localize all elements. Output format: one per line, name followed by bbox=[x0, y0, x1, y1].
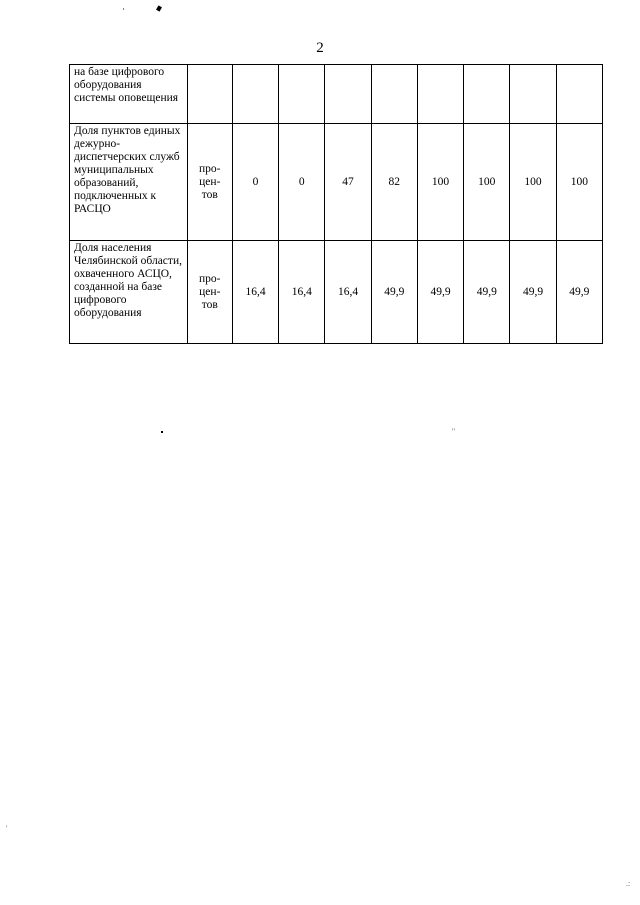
scan-dot bbox=[161, 431, 163, 433]
value-cell: 100 bbox=[417, 124, 463, 241]
table-row bbox=[70, 124, 603, 241]
scan-speck bbox=[156, 5, 162, 11]
indicator-name-cell: Доля пунктов единых дежурно-диспетчерских служб муниципальных образований, подключенных к РАСЦО bbox=[70, 124, 188, 241]
unit-cell bbox=[187, 65, 232, 124]
scan-mark: '' bbox=[452, 427, 455, 436]
scan-dot bbox=[123, 8, 124, 10]
value-cell: 47 bbox=[325, 124, 371, 241]
page-number: 2 bbox=[316, 40, 324, 56]
value-cell: 49,9 bbox=[556, 241, 602, 344]
value-cell bbox=[510, 65, 556, 124]
scan-mark: .: bbox=[626, 879, 631, 888]
value-cell bbox=[464, 65, 510, 124]
value-cell: 49,9 bbox=[510, 241, 556, 344]
unit-cell: про- цен- тов bbox=[187, 241, 232, 344]
value-cell: 16,4 bbox=[325, 241, 371, 344]
table-body bbox=[70, 65, 603, 344]
indicator-name-cell: Доля населения Челябинской области, охваченного АСЦО, созданной на базе цифрового оборудования bbox=[70, 241, 188, 344]
value-cell: 100 bbox=[510, 124, 556, 241]
table-row bbox=[70, 65, 603, 124]
value-cell: 16,4 bbox=[279, 241, 325, 344]
value-cell: 49,9 bbox=[417, 241, 463, 344]
value-cell: 16,4 bbox=[232, 241, 278, 344]
value-cell: 82 bbox=[371, 124, 417, 241]
value-cell bbox=[279, 65, 325, 124]
value-cell: 49,9 bbox=[464, 241, 510, 344]
value-cell: 0 bbox=[279, 124, 325, 241]
value-cell: 0 bbox=[232, 124, 278, 241]
value-cell: 100 bbox=[464, 124, 510, 241]
indicator-name-cell: на базе цифрового оборудования системы оповещения bbox=[70, 65, 188, 124]
value-cell bbox=[371, 65, 417, 124]
value-cell bbox=[417, 65, 463, 124]
value-cell: 100 bbox=[556, 124, 602, 241]
indicators-table bbox=[69, 64, 603, 344]
unit-cell: про- цен- тов bbox=[187, 124, 232, 241]
value-cell bbox=[556, 65, 602, 124]
value-cell bbox=[232, 65, 278, 124]
scan-mark: ' bbox=[6, 824, 8, 833]
value-cell: 49,9 bbox=[371, 241, 417, 344]
value-cell bbox=[325, 65, 371, 124]
table-row bbox=[70, 241, 603, 344]
